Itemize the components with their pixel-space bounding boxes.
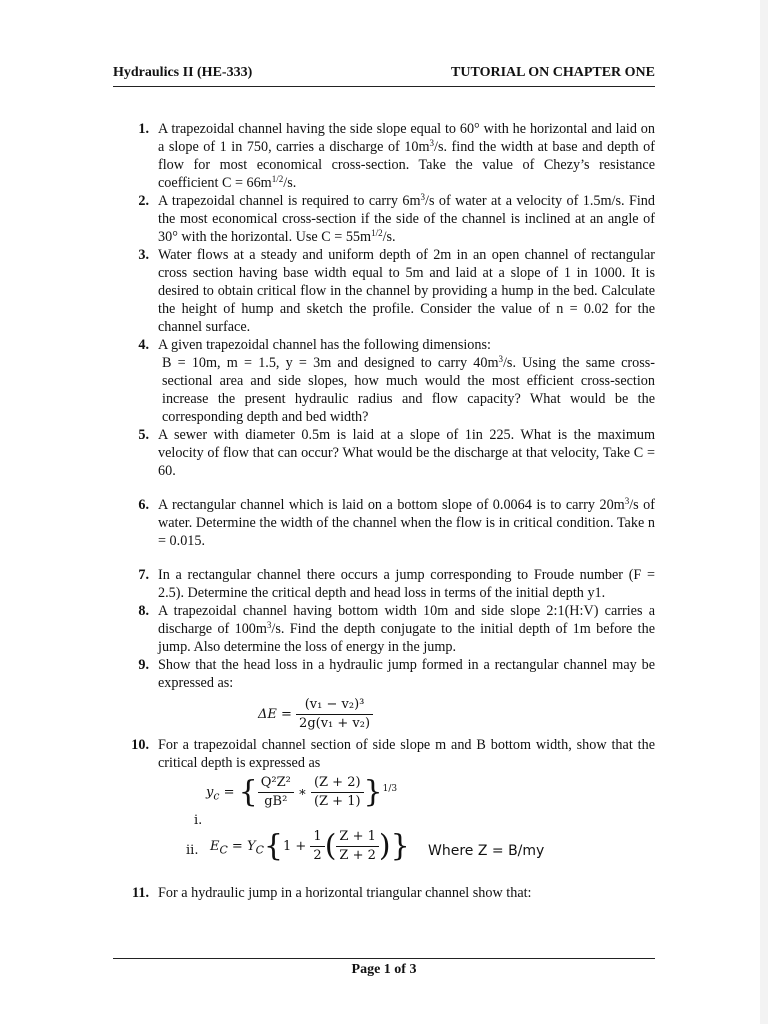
critical-depth-formulas bbox=[158, 772, 655, 868]
header-rule bbox=[113, 86, 655, 87]
item-text: Water flows at a steady and uniform depth of 2m in an open channel of rectangular cross section having base width equal to 5m and laid at a slope of 1 in 1000. It is desired to obtain critical flow in the channel by providing a hump in the bed. Calculate the height of hump and sketch the profile. Consider the value of n = 0.02 for the channel surface. bbox=[158, 247, 655, 335]
brace-open: { bbox=[238, 774, 258, 810]
specific-energy-expression: $E_C = Y_C\{1$ + $\frac{1}{2}$ ( $\frac{Z + 1}{Z + 2}$ )} bbox=[210, 828, 410, 864]
item-text: A trapezoidal channel is required to carry 6m bbox=[158, 193, 421, 209]
viewer-scroll-gutter[interactable] bbox=[760, 0, 768, 1024]
item-dimensions bbox=[158, 354, 655, 426]
item-text: For a hydraulic jump in a horizontal triangular channel show that: bbox=[158, 885, 532, 901]
item-text: A given trapezoidal channel has the following dimensions: bbox=[158, 337, 491, 353]
list-item bbox=[113, 192, 655, 246]
item-number: 8. bbox=[138, 603, 149, 619]
item-text: /s. Using the same cross-sectional area and side slopes, how much would the most efficient cross-section increase the present hydraulic radius and flow capacity? What would be the corresponding depth and bed width? bbox=[162, 355, 655, 425]
item-number: 2. bbox=[138, 193, 149, 209]
item-text: /s of water. Determine the width of the channel when the flow is in critical condition. Take n = 0.015. bbox=[158, 497, 655, 549]
formula-label-i: i. bbox=[194, 813, 203, 828]
item-text: For a trapezoidal channel section of side slope m and B bottom width, show that the critical depth is expressed as bbox=[158, 737, 655, 771]
paren-open: ( bbox=[324, 828, 337, 864]
formula-denominator: (Z + 1) bbox=[313, 794, 361, 809]
formula-lhs: ΔE = bbox=[258, 707, 292, 722]
formula-label-ii: ii. bbox=[186, 843, 199, 858]
page-number: Page 1 of 3 bbox=[351, 962, 417, 977]
item-number: 6. bbox=[138, 497, 149, 513]
item-text: A sewer with diameter 0.5m is laid at a slope of 1in 225. What is the maximum velocity of flow that can occur? What would be the discharge at that velocity, Take C = 60. bbox=[158, 427, 655, 479]
formula-subscript: C bbox=[255, 843, 264, 857]
superscript: 1/2 bbox=[271, 174, 284, 184]
formula-numerator: (v₁ − v₂)³ bbox=[296, 696, 373, 715]
page-header bbox=[113, 65, 655, 83]
formula-denominator: 2 bbox=[313, 848, 322, 863]
item-number: 4. bbox=[138, 337, 149, 353]
formula-fraction bbox=[258, 774, 294, 811]
item-text: In a rectangular channel there occurs a jump corresponding to Froude number (F = 2.5). Determine the critical depth and head loss in terms of the initial depth y1. bbox=[158, 567, 655, 601]
brace-open: { bbox=[263, 828, 283, 864]
paren-close: ) bbox=[378, 828, 391, 864]
item-text: /s. bbox=[382, 229, 396, 245]
item-text: A rectangular channel which is laid on a bottom slope of 0.0064 is to carry 20m bbox=[158, 497, 625, 513]
superscript: 3 bbox=[498, 354, 503, 364]
formula-denominator: gB² bbox=[264, 794, 288, 809]
item-number: 11. bbox=[132, 885, 149, 901]
list-item bbox=[113, 336, 655, 426]
list-item bbox=[113, 884, 655, 902]
superscript: 3 bbox=[420, 192, 426, 202]
formula-symbol: Y bbox=[246, 839, 256, 854]
superscript: 3 bbox=[429, 138, 435, 148]
problem-list bbox=[113, 120, 655, 902]
list-item bbox=[113, 246, 655, 336]
formula-fraction bbox=[311, 774, 364, 811]
item-number: 7. bbox=[138, 567, 149, 583]
list-item bbox=[113, 736, 655, 868]
superscript: 1/2 bbox=[371, 228, 383, 238]
formula-numerator: (Z + 2) bbox=[311, 774, 364, 793]
list-item bbox=[113, 426, 655, 480]
item-text: Show that the head loss in a hydraulic jump formed in a rectangular channel may be expressed as: bbox=[158, 657, 655, 691]
item-number: 1. bbox=[138, 121, 149, 137]
list-item bbox=[113, 120, 655, 192]
critical-depth-expression: $y_c$ = { $\frac{\text{Q²Z²}}{\text{gB²}}$ ∗ $\frac{(Z + 2)}{(Z + 1)}$ }$^{1/3}$ bbox=[206, 774, 398, 810]
superscript: 3 bbox=[624, 496, 630, 506]
item-text: /s. bbox=[283, 175, 297, 191]
formula-subscript: c bbox=[213, 789, 220, 803]
brace-close: } bbox=[390, 828, 410, 864]
item-text: /s. Find the depth conjugate to the initial depth of 1m before the jump. Also determine the loss of energy in the jump. bbox=[158, 621, 655, 655]
formula-fraction bbox=[336, 828, 378, 865]
list-item bbox=[113, 566, 655, 602]
formula-fraction bbox=[296, 696, 373, 733]
brace-close: } bbox=[363, 774, 383, 810]
formula-denominator: 2g(v₁ + v₂) bbox=[299, 716, 371, 731]
formula-symbol: E bbox=[210, 839, 220, 854]
superscript: 3 bbox=[266, 620, 272, 630]
formula-exponent: 1/3 bbox=[382, 784, 398, 794]
where-clause: Where Z = B/my bbox=[428, 843, 545, 859]
formula-expression bbox=[258, 696, 373, 733]
head-loss-formula bbox=[158, 692, 655, 736]
item-number: 9. bbox=[138, 657, 149, 673]
formula-subscript: C bbox=[219, 843, 228, 857]
item-text: /s. find the width at base and depth of flow for most economical cross-section. Take the value of Chezy’s resistance coefficient C = 66m bbox=[158, 139, 655, 191]
list-item bbox=[113, 496, 655, 550]
item-text: A trapezoidal channel having bottom width 10m and side slope 2:1(H:V) carries a discharge of 100m bbox=[158, 603, 655, 637]
formula-constant: 1 bbox=[282, 839, 292, 854]
list-item bbox=[113, 602, 655, 656]
course-code: Hydraulics II (HE-333) bbox=[113, 65, 253, 80]
formula-symbol: y bbox=[206, 785, 214, 800]
list-item bbox=[113, 656, 655, 736]
formula-numerator: Q²Z² bbox=[258, 774, 294, 793]
formula-numerator: Z + 1 bbox=[336, 828, 378, 847]
footer-rule bbox=[113, 958, 655, 959]
formula-numerator: 1 bbox=[310, 828, 324, 847]
item-number: 3. bbox=[138, 247, 149, 263]
item-text: /s of water at a velocity of 1.5m/s. Find the most economical cross-section if the side of the channel is inclined at an angle of 30° with the horizontal. Use C = 55m bbox=[158, 193, 655, 245]
formula-denominator: Z + 2 bbox=[339, 848, 376, 863]
item-text: B = 10m, m = 1.5, y = 3m and designed to carry 40m bbox=[162, 355, 499, 371]
item-text: A trapezoidal channel having the side slope equal to 60° with he horizontal and laid on a slope of 1 in 750, carries a discharge of 10m bbox=[158, 121, 655, 155]
item-number: 5. bbox=[138, 427, 149, 443]
item-number: 10. bbox=[131, 737, 149, 753]
formula-fraction bbox=[310, 828, 324, 865]
header-title: TUTORIAL ON CHAPTER ONE bbox=[451, 65, 655, 80]
